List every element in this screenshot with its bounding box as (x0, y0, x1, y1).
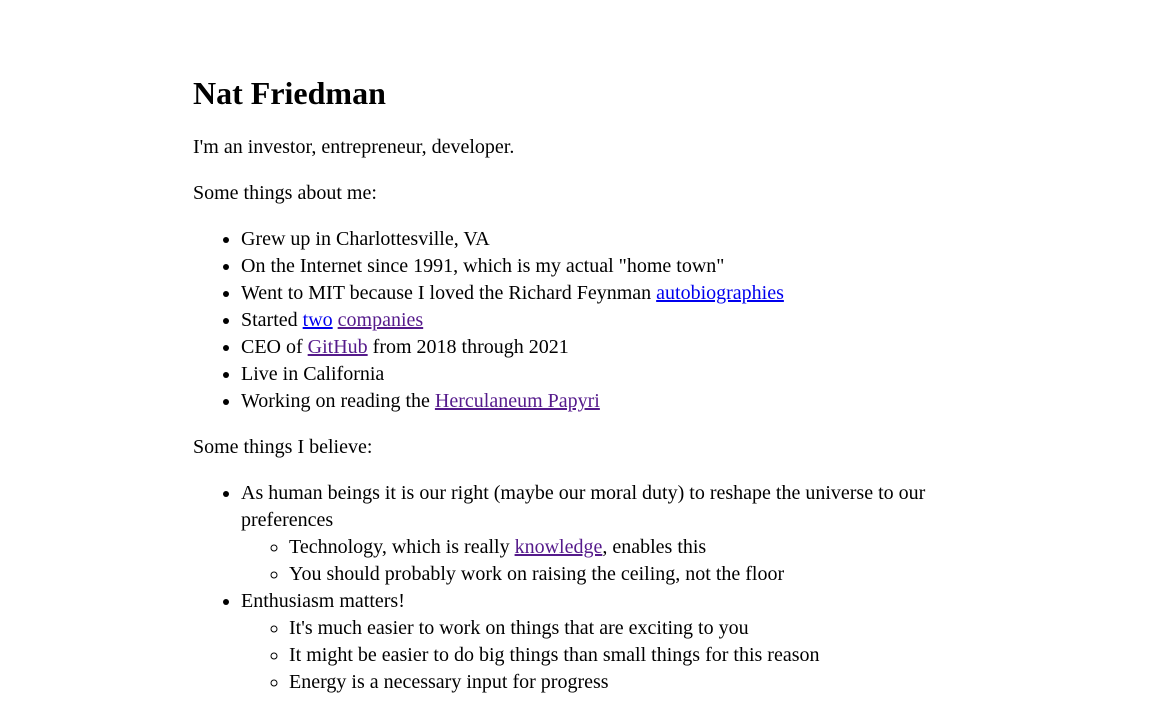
list-item-text: Technology, which is really (289, 536, 515, 558)
list-item-text: Started (241, 309, 303, 331)
list-item-text: You should probably work on raising the ceiling, not the floor (289, 563, 785, 585)
sublist-item-energy (289, 669, 933, 696)
about-list (193, 226, 933, 415)
herculaneum-papyri-link[interactable]: Herculaneum Papyri (434, 390, 600, 412)
companies-link[interactable]: companies (337, 309, 424, 331)
github-link[interactable]: GitHub (307, 336, 368, 358)
list-item-text: It might be easier to do big things than small things for this reason (289, 644, 820, 666)
beliefs-list (193, 480, 933, 696)
list-item-text: CEO of (241, 336, 308, 358)
sublist-item-big-things (289, 642, 933, 669)
list-item-live (241, 361, 933, 388)
belief-sublist (241, 615, 933, 696)
intro-text: I'm an investor, entrepreneur, developer. (193, 136, 515, 158)
list-item-text: On the Internet since 1991, which is my actual "home town" (241, 255, 725, 277)
list-item-text: As human beings it is our right (maybe our moral duty) to reshape the universe to our preferences (241, 482, 926, 531)
two-link[interactable]: two (302, 309, 333, 331)
page-content (193, 74, 933, 715)
belief-item-enthusiasm (241, 588, 933, 696)
list-item-working (241, 388, 933, 415)
page-title: Nat Friedman (193, 75, 386, 111)
list-item-mit (241, 280, 933, 307)
belief-item-reshape (241, 480, 933, 588)
about-heading: Some things about me: (193, 182, 377, 204)
list-item-text: Went to MIT because I loved the Richard Feynman (241, 282, 657, 304)
list-item-text: Enthusiasm matters! (241, 590, 405, 612)
list-item-grew-up (241, 226, 933, 253)
list-item-text: , enables this (602, 536, 707, 558)
autobiographies-link[interactable]: autobiographies (656, 282, 784, 304)
list-item-internet (241, 253, 933, 280)
list-item-ceo (241, 334, 933, 361)
sublist-item-technology (289, 534, 933, 561)
list-item-text: Energy is a necessary input for progress (289, 671, 609, 693)
list-item-text: Grew up in Charlottesville, VA (241, 228, 490, 250)
sublist-item-ceiling (289, 561, 933, 588)
list-item-text: from 2018 through 2021 (367, 336, 569, 358)
belief-sublist (241, 534, 933, 588)
list-item-started (241, 307, 933, 334)
knowledge-link[interactable]: knowledge (514, 536, 603, 558)
list-item-text: Working on reading the (241, 390, 435, 412)
sublist-item-exciting (289, 615, 933, 642)
beliefs-heading: Some things I believe: (193, 436, 373, 458)
list-item-text: It's much easier to work on things that are exciting to you (289, 617, 749, 639)
list-item-text: Live in California (241, 363, 385, 385)
